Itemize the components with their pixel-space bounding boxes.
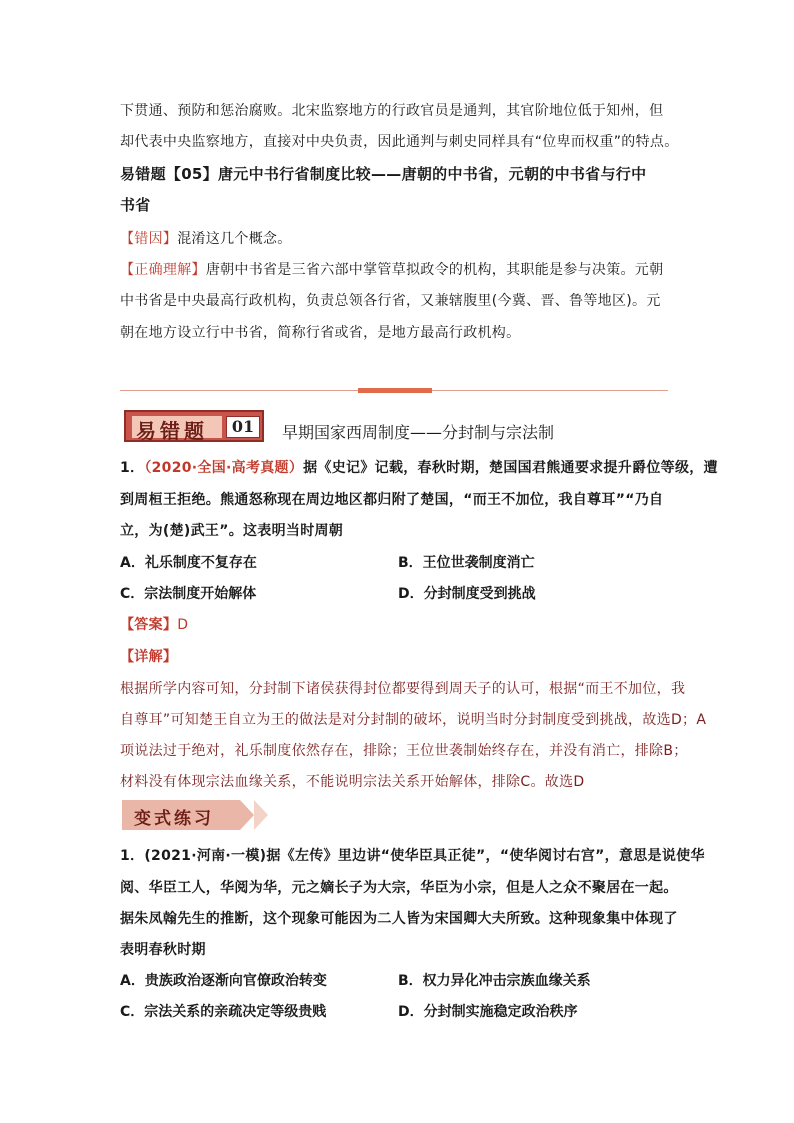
- question-line: 阅、华臣工人，华阅为华，元之嫡长子为大宗，华臣为小宗，但是人之众不聚居在一起。: [120, 880, 678, 896]
- answer-label: 【答案】: [120, 617, 178, 633]
- paragraph-line: 下贯通、预防和惩治腐败。北宋监察地方的行政官员是通判，其官阶地位低于知州，但: [120, 103, 664, 119]
- question-number: 1．: [120, 460, 145, 476]
- question-text: 据《史记》记载，春秋时期，楚国国君熊通要求提升爵位等级，遭: [303, 460, 718, 476]
- paragraph-line: 却代表中央监察地方，直接对中央负责，因此通判与刺史同样具有“位卑而权重”的特点。: [120, 134, 679, 150]
- understand-text: 唐朝中书省是三省六部中掌管草拟政令的机构，其职能是参与决策。元朝: [205, 262, 664, 278]
- question-line: [120, 457, 718, 477]
- question-line: 表明春秋时期: [120, 942, 206, 958]
- option-c: C．宗法制度开始解体: [120, 586, 257, 602]
- divider-accent: [358, 388, 432, 393]
- option-b: B．权力异化冲击宗族血缘关系: [398, 973, 591, 989]
- paragraph-line: 中书省是中央最高行政机构，负责总领各行省，又兼辖腹里(今冀、晋、鲁等地区)。元: [120, 293, 661, 309]
- detail-line: 项说法过于绝对，礼乐制度依然存在，排除；王位世袭制始终存在，并没有消亡，排除B；: [120, 743, 688, 759]
- cause-label: 【错因】: [120, 231, 178, 247]
- detail-line: 根据所学内容可知，分封制下诸侯获得封位都要得到周天子的认可，根据“而王不加位，我: [120, 681, 686, 697]
- chevron-icon: [240, 800, 254, 830]
- question-line: 到周桓王拒绝。熊通怒称现在周边地区都归附了楚国，“而王不加位，我自尊耳”“乃自: [120, 492, 664, 508]
- cause-text: 混淆这几个概念。: [177, 231, 292, 247]
- detail-line: 自尊耳”可知楚王自立为王的做法是对分封制的破坏，说明当时分封制度受到挑战，故选D；A: [120, 712, 707, 728]
- section-title: 早期国家西周制度——分封制与宗法制: [282, 423, 555, 442]
- answer-value: D: [177, 617, 189, 633]
- badge-frame: [124, 410, 264, 442]
- option-a: A．礼乐制度不复存在: [120, 555, 257, 571]
- badge-number: 01: [226, 416, 260, 438]
- question-text: (2021·河南·一模)据《左传》里边讲“使华臣具正徒”，“使华阅讨右宫”，意思是说使华: [144, 848, 705, 864]
- practice-label: 变式练习: [134, 809, 214, 829]
- question-source: （2020·全国·高考真题）: [144, 460, 304, 476]
- option-c: C．宗法关系的亲疏决定等级贵贱: [120, 1004, 327, 1020]
- chevron-icon: [254, 800, 268, 830]
- understand-line: [120, 259, 663, 279]
- question-line: 据朱凤翰先生的推断，这个现象可能因为二人皆为宋国卿大夫所致。这种现象集中体现了: [120, 911, 678, 927]
- cause-line: [120, 228, 292, 248]
- error-heading: 易错题【05】唐元中书行省制度比较——唐朝的中书省，元朝的中书省与行中: [120, 165, 647, 183]
- practice-banner: [122, 800, 272, 830]
- error-heading-cont: 书省: [120, 196, 151, 214]
- detail-label: 【详解】: [120, 649, 178, 665]
- paragraph-line: 朝在地方设立行中书省，简称行省或省，是地方最高行政机构。: [120, 325, 521, 341]
- option-d: D．分封制实施稳定政治秩序: [398, 1004, 578, 1020]
- option-b: B．王位世袭制度消亡: [398, 555, 535, 571]
- question-number: 1．: [120, 848, 145, 864]
- option-a: A．贵族政治逐渐向官僚政治转变: [120, 973, 327, 989]
- answer-line: [120, 614, 188, 634]
- question-line: [120, 845, 705, 865]
- understand-label: 【正确理解】: [120, 262, 206, 278]
- question-line: 立，为(楚)武王”。这表明当时周朝: [120, 523, 344, 539]
- option-d: D．分封制度受到挑战: [398, 586, 536, 602]
- badge-label: 易错题: [136, 419, 208, 443]
- detail-line: 材料没有体现宗法血缘关系，不能说明宗法关系开始解体，排除C。故选D: [120, 774, 585, 790]
